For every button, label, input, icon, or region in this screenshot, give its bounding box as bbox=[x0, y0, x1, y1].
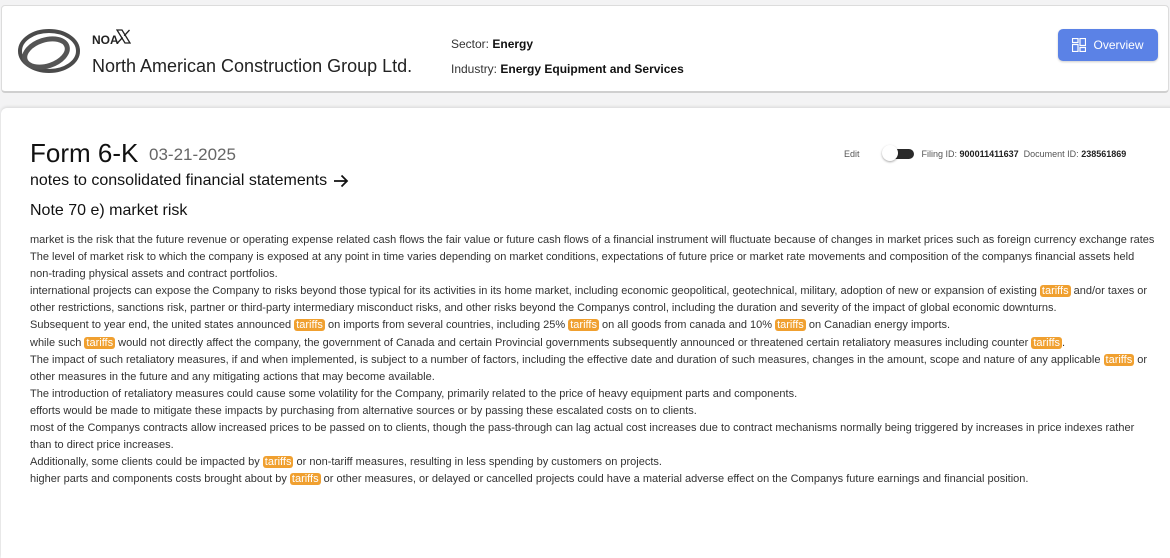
paragraph-text: or other measures, or delayed or cancelled projects could have a material adverse effect on the Companys future earnings and financial position. bbox=[320, 473, 1029, 486]
company-logo bbox=[18, 28, 80, 74]
paragraph bbox=[30, 283, 1156, 317]
document-meta bbox=[844, 148, 1126, 160]
paragraph-text: or non-tariff measures, resulting in less spending by customers on projects. bbox=[293, 456, 662, 469]
arrow-right-icon bbox=[333, 174, 349, 188]
paragraph-text: most of the Companys contracts allow increased prices to be passed on to clients, though the pass-through can lag actual cost increases due to contract mechanisms normally being triggered by increases in price indexes rather than to direct price increases. bbox=[30, 422, 1135, 452]
paragraph-text: efforts would be made to mitigate these impacts by purchasing from alternative sources or by passing these escalated costs on to clients. bbox=[30, 404, 697, 417]
paragraph-text: The introduction of retaliatory measures could cause some volatility for the Company, primarily related to the price of heavy equipment parts and components. bbox=[30, 387, 798, 400]
paragraph bbox=[30, 317, 1156, 334]
filing-date: 03-21-2025 bbox=[149, 145, 236, 164]
paragraph bbox=[30, 420, 1156, 454]
paragraph-text: The impact of such retaliatory measures, if and when implemented, is subject to a number of factors, including the effective date and duration of such measures, changes in the amount, scope and nature of any applicable bbox=[30, 353, 1104, 366]
section-title: notes to consolidated financial statements bbox=[30, 172, 328, 189]
company-name: North American Construction Group Ltd. bbox=[92, 56, 413, 76]
paragraph-text: Additionally, some clients could be impacted by bbox=[30, 456, 263, 469]
form-title: Form 6-K bbox=[30, 138, 139, 168]
sector-value: Energy bbox=[492, 37, 534, 51]
paragraph bbox=[30, 232, 1156, 283]
paragraph bbox=[30, 335, 1156, 352]
industry-info bbox=[451, 62, 684, 76]
keyword-highlight: tariffs bbox=[1033, 336, 1061, 349]
sector-label: Sector: bbox=[451, 37, 490, 51]
paragraph-text: international projects can expose the Company to risks beyond those typical for its activities in its home market, including economic geopolitical, geotechnical, military, adoption of new or expansion of existing bbox=[30, 285, 1040, 298]
paragraph bbox=[30, 454, 1156, 471]
paragraph-text: Subsequent to year end, the united states announced bbox=[30, 319, 295, 332]
paragraph-text: market is the risk that the future revenue or operating expense related cash flows the fair value or future cash flows of a financial instrument will fluctuate because of changes in market prices such as foreign currency exchange rates The level of market risk to which the company is exposed at any point in time varies depending on market conditions, expectations of future price or market rate movements and composition of the companys financial assets held non-trading physical assets and contract portfolios. bbox=[30, 234, 1155, 281]
paragraph-text: higher parts and components costs brought about by bbox=[30, 473, 290, 486]
paragraph-text: while such bbox=[30, 336, 85, 349]
sector-info bbox=[451, 37, 533, 51]
note-title: Note 70 e) market risk bbox=[30, 202, 188, 219]
paragraph-text: on Canadian energy imports. bbox=[805, 319, 951, 332]
industry-label: Industry: bbox=[451, 62, 498, 76]
paragraph bbox=[30, 352, 1156, 386]
paragraph bbox=[30, 403, 1156, 420]
x-logo-icon[interactable] bbox=[116, 29, 131, 44]
note-body bbox=[30, 232, 1156, 488]
overview-button-label: Overview bbox=[1093, 38, 1144, 52]
paragraph bbox=[30, 386, 1156, 403]
document-id-label: Document ID: bbox=[1023, 149, 1079, 159]
overview-button[interactable] bbox=[1058, 29, 1158, 61]
document-id-value: 238561869 bbox=[1081, 149, 1127, 159]
keyword-highlight: tariffs bbox=[570, 319, 597, 332]
edit-label: Edit bbox=[844, 149, 860, 159]
paragraph bbox=[30, 471, 1156, 488]
grid-icon bbox=[1072, 38, 1086, 52]
keyword-highlight: tariffs bbox=[296, 319, 323, 332]
filing-id-label: Filing ID: bbox=[921, 149, 958, 159]
section-link[interactable] bbox=[30, 172, 349, 190]
paragraph-text: on all goods from canada and 10% bbox=[598, 319, 776, 332]
company-header bbox=[1, 5, 1169, 93]
paragraph-text: and/or taxes or other restrictions, sanctions risk, partner or third-party intermediary misconduct risks, and other risks beyond the Companys control, including the duration and severity of the impact of global economic downturns. bbox=[30, 285, 1148, 315]
keyword-highlight: tariffs bbox=[264, 456, 292, 469]
ticker-symbol: NOA bbox=[92, 33, 119, 47]
keyword-highlight: tariffs bbox=[777, 319, 804, 332]
filing-id-value: 900011411637 bbox=[959, 149, 1019, 159]
keyword-highlight: tariffs bbox=[1041, 285, 1069, 298]
edit-toggle[interactable] bbox=[882, 148, 914, 160]
industry-value: Energy Equipment and Services bbox=[500, 62, 684, 76]
keyword-highlight: tariffs bbox=[86, 336, 114, 349]
paragraph-text: . bbox=[1062, 336, 1066, 349]
keyword-highlight: tariffs bbox=[291, 473, 319, 486]
keyword-highlight: tariffs bbox=[1105, 353, 1133, 366]
paragraph-text: on imports from several countries, including 25% bbox=[324, 319, 569, 332]
paragraph-text: or other measures in the future and any mitigating actions that may become available. bbox=[30, 353, 1148, 383]
paragraph-text: would not directly affect the company, the government of Canada and certain Provincial governments subsequently announced or threatened certain retaliatory measures including counter bbox=[115, 336, 1032, 349]
